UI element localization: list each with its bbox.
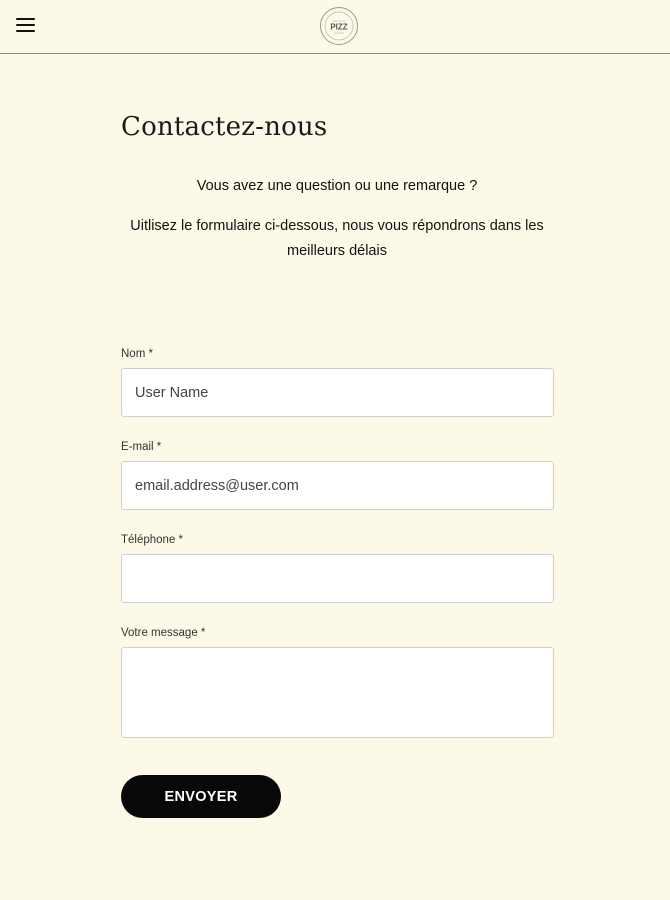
email-label: E-mail * [121, 441, 162, 453]
menu-line [16, 18, 35, 20]
submit-button[interactable]: ENVOYER [121, 775, 281, 818]
phone-group [121, 534, 554, 603]
name-group [121, 348, 554, 417]
name-input[interactable] [121, 368, 554, 417]
page-title: Contactez-nous [121, 112, 328, 142]
phone-label: Téléphone * [121, 534, 184, 546]
menu-line [16, 24, 35, 26]
message-textarea[interactable] [121, 647, 554, 738]
phone-input[interactable] [121, 554, 554, 603]
intro-instructions: Uitlisez le formulaire ci-dessous, nous vous répondrons dans les meilleurs délais [130, 218, 544, 259]
intro-question: Vous avez une question ou une remarque ? [196, 178, 478, 194]
top-bar [0, 0, 670, 54]
hamburger-menu-icon[interactable] [14, 15, 38, 35]
logo-text: PIZZ [330, 22, 348, 32]
message-label: Votre message * [121, 627, 206, 639]
intro-text [121, 174, 553, 264]
pizzeria-logo-icon[interactable] [319, 6, 359, 46]
email-input[interactable] [121, 461, 554, 510]
name-label: Nom * [121, 348, 153, 360]
email-group [121, 441, 554, 510]
message-group [121, 627, 554, 738]
menu-line [16, 30, 35, 32]
contact-form [121, 348, 554, 762]
